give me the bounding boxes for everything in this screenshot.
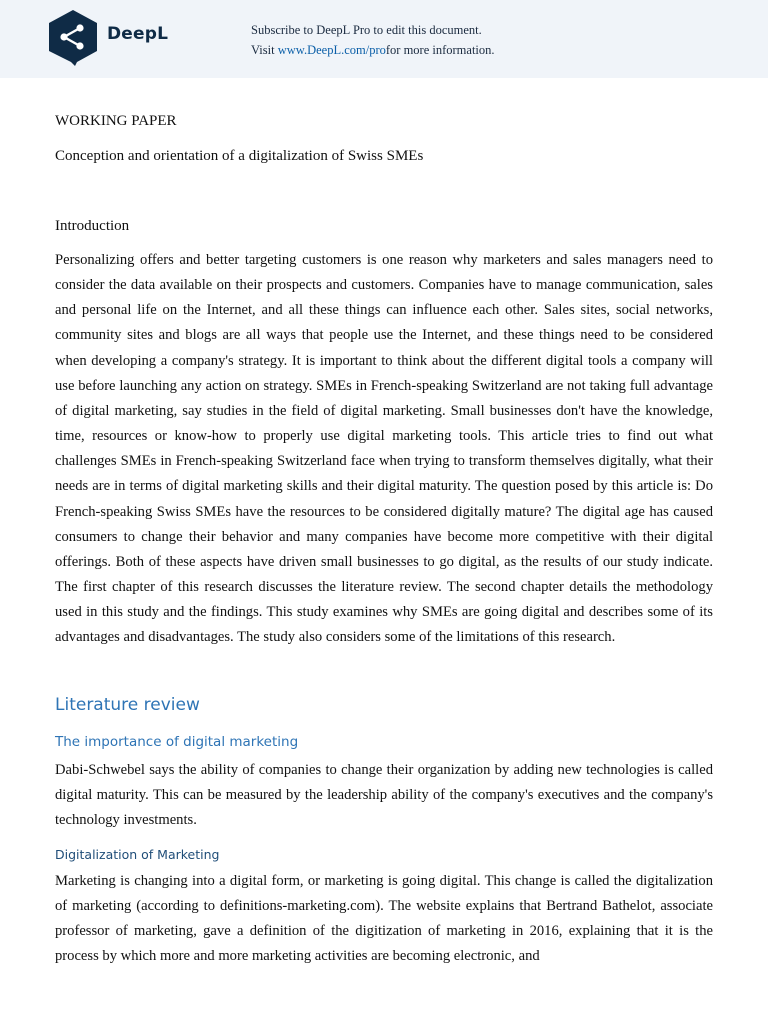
subscribe-message: Subscribe to DeepL Pro to edit this document. [251,23,482,37]
importance-paragraph: Dabi-Schwebel says the ability of companies to change their organization by adding new technologies is called digital maturity. This can be measured by the leadership ability of the company's executives and the company's technology investments. [55,762,713,829]
literature-review-heading: Literature review [55,695,200,715]
digitalization-paragraph: Marketing is changing into a digital form, or marketing is going digital. This change is called the digitalization of marketing (according to definitions-marketing.com). The website explains that Bertrand Bathelot, associate professor of marketing, gave a definition of the digitization of marketing in 2016, explaining that it is the process by which more and more marketing activities are becoming electronic, and [55,873,713,965]
deepl-brand-name: DeepL [107,24,169,44]
deepl-share-logo-icon [47,9,99,67]
visit-prefix: Visit [251,43,278,57]
document-title: Conception and orientation of a digitalization of Swiss SMEs [55,148,424,164]
visit-suffix: for more information. [385,43,495,57]
deepl-banner [0,0,768,78]
importance-heading: The importance of digital marketing [55,734,299,750]
digitalization-heading: Digitalization of Marketing [55,847,220,862]
working-paper-label: WORKING PAPER [55,113,177,129]
introduction-heading: Introduction [55,218,130,234]
visit-message [251,43,495,58]
deepl-pro-link[interactable]: www.DeepL.com/pro [277,43,386,57]
introduction-paragraph: Personalizing offers and better targeting customers is one reason why marketers and sales managers need to consider the data available on their prospects and customers. Companies have to manage communication, sales and personal life on the Internet, and all these things can influence each other. Sales sites, social networks, community sites and blogs are all ways that people use the Internet, and these things need to be considered when developing a company's strategy. It is important to think about the different digital tools a company will use before launching any action on strategy. SMEs in French-speaking Switzerland are not taking full advantage of digital marketing, say studies in the field of digital marketing. Small businesses don't have the knowledge, time, resources or know-how to properly use digital marketing tools. This article tries to find out what challenges SMEs in French-speaking Switzerland face when trying to transform themselves digitally, what their needs are in terms of digital marketing skills and their digital maturity. The question posed by this article is: Do French-speaking Swiss SMEs have the resources to be considered digitally mature? The digital age has caused consumers to change their behavior and many companies have become more competitive with their digital offerings. Both of these aspects have driven small businesses to go digital, as the results of our study indicate. The first chapter of this research discusses the literature review. The second chapter details the methodology used in this study and the findings. This study examines why SMEs are going digital and describes some of its advantages and disadvantages. The study also considers some of the limitations of this research. [55,252,713,646]
